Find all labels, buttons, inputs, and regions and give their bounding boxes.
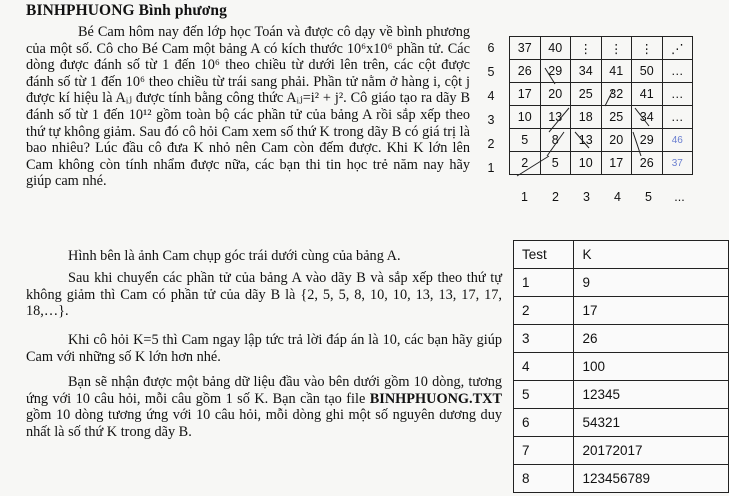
test-k-value: 9 <box>574 269 729 297</box>
grid-cell: ⋮ <box>601 37 632 60</box>
row-label: 1 <box>487 161 495 175</box>
grid-cell: 17 <box>601 152 632 175</box>
row-label: 2 <box>487 137 495 151</box>
col-label: 5 <box>645 190 652 204</box>
diagonal-arrow-line <box>545 68 555 84</box>
diagonal-arrow-line <box>633 132 641 156</box>
row-label: 6 <box>487 41 495 55</box>
grid-cell: 41 <box>632 83 663 106</box>
grid-cell: 32 <box>601 83 632 106</box>
grid-cell: 29 <box>632 129 663 152</box>
grid-cell: ⋰ <box>662 37 693 60</box>
grid-cell: 10 <box>510 106 541 129</box>
test-k-value: 20172017 <box>574 437 729 465</box>
table-row <box>514 409 729 437</box>
grid-cell: 13 <box>571 129 602 152</box>
test-number: 6 <box>514 409 574 437</box>
header-k: K <box>574 241 729 269</box>
table-row <box>514 269 729 297</box>
table-row <box>514 325 729 353</box>
grid-cell: 20 <box>540 83 571 106</box>
problem-title: BINHPHUONG Bình phương <box>26 2 227 19</box>
diagonal-arrow-line <box>547 132 564 156</box>
grid-cell: 10 <box>571 152 602 175</box>
test-k-value: 12345 <box>574 381 729 409</box>
diagonal-arrows <box>509 36 699 186</box>
grid-cell: 13 <box>540 106 571 129</box>
test-k-value: 100 <box>574 353 729 381</box>
grid-cell: 18 <box>571 106 602 129</box>
test-k-value: 54321 <box>574 409 729 437</box>
grid-cell: 5 <box>510 129 541 152</box>
table-row <box>514 465 729 493</box>
row-label: 4 <box>487 89 495 103</box>
grid-cell: 34 <box>571 60 602 83</box>
test-k-value: 26 <box>574 325 729 353</box>
test-number: 8 <box>514 465 574 493</box>
table-row <box>514 381 729 409</box>
col-label: 3 <box>583 190 590 204</box>
grid-row-labels <box>483 36 499 180</box>
grid-cell: 8 <box>540 129 571 152</box>
grid-cell: 25 <box>571 83 602 106</box>
grid-cell: 40 <box>540 37 571 60</box>
test-table-header <box>514 241 729 269</box>
col-label: 2 <box>552 190 559 204</box>
test-number: 3 <box>514 325 574 353</box>
grid-cell: 37 <box>662 152 693 175</box>
test-k-value: 123456789 <box>574 465 729 493</box>
grid-cell: 5 <box>540 152 571 175</box>
test-number: 7 <box>514 437 574 465</box>
grid-cell: 41 <box>601 60 632 83</box>
grid-cell: … <box>662 106 693 129</box>
test-input-table <box>513 240 729 493</box>
figure-caption: Hình bên là ảnh Cam chụp góc trái dưới cùng của bảng A. <box>68 248 401 264</box>
grid-col-labels <box>509 190 695 204</box>
grid-cell: 17 <box>510 83 541 106</box>
grid-cell: 26 <box>510 60 541 83</box>
table-row <box>514 437 729 465</box>
diagonal-arrow-line <box>517 156 549 176</box>
instructions-text-a: Bạn sẽ nhận được một bảng dữ liệu đầu vào bên dưới gồm 10 dòng, tương ứng với 10 câu hỏi, mỗi câu gồm 1 số K. Bạn cần tạo file <box>26 374 502 407</box>
output-filename: BINHPHUONG.TXT <box>369 390 502 407</box>
row-label: 3 <box>487 113 495 127</box>
output-instructions <box>26 374 502 440</box>
example-answer: Khi cô hỏi K=5 thì Cam ngay lập tức trả lời đáp án là 10, các bạn hãy giúp Cam với những số K lớn hơn nhé. <box>26 332 502 365</box>
grid-cell: 46 <box>662 129 693 152</box>
table-row <box>514 353 729 381</box>
grid-cell: 37 <box>510 37 541 60</box>
grid-cell: 2 <box>510 152 541 175</box>
col-label: ... <box>674 190 685 204</box>
grid-cell: 29 <box>540 60 571 83</box>
grid-cell: 20 <box>601 129 632 152</box>
test-k-value: 17 <box>574 297 729 325</box>
test-number: 2 <box>514 297 574 325</box>
row-label: 5 <box>487 65 495 79</box>
instructions-text-b: gồm 10 dòng tương ứng với 10 câu hỏi, mỗi dòng ghi một số nguyên dương duy nhất là số thứ K trong dãy B. <box>26 407 502 440</box>
col-label: 1 <box>521 190 528 204</box>
problem-statement: Bé Cam hôm nay đến lớp học Toán và được cô dạy về bình phương của một số. Cô cho Bé Cam một bảng A có kích thước 10⁶x10⁶ phần tử. Các dòng được đánh số từ 1 đến 10⁶ theo chiều từ dưới lên trên, các cột được đánh số từ 1 đến 10⁶ theo chiều từ trái sang phải. Phần tử nằm ở hàng i, cột j được kí hiệu là Aᵢⱼ được tính bằng công thức Aᵢⱼ=i² + j². Cô giáo tạo ra dãy B đánh số từ 1 đến 10¹² gồm toàn bộ các phần tử của bảng A rồi sắp xếp theo thứ tự không giảm. Sau đó cô hỏi Cam xem số thứ K trong dãy B có giá trị là bao nhiêu? Lúc đầu cô đưa K nhỏ nên Cam còn đếm được. Khi K lớn lên Cam không còn tính nhẩm được nữa, các bạn thi tin học trẻ năm nay hãy giúp cam nhé. <box>26 24 470 190</box>
grid-cell: 25 <box>601 106 632 129</box>
test-number: 4 <box>514 353 574 381</box>
grid-cell: … <box>662 83 693 106</box>
grid-figure <box>483 36 693 212</box>
diagonal-arrow-line <box>575 132 589 148</box>
header-test: Test <box>514 241 574 269</box>
grid-cell: ⋮ <box>571 37 602 60</box>
test-number: 5 <box>514 381 574 409</box>
table-row <box>514 297 729 325</box>
diagonal-arrow-line <box>605 90 613 106</box>
grid-cell: … <box>662 60 693 83</box>
diagonal-arrow-line <box>549 108 569 132</box>
sequence-description: Sau khi chuyển các phần tử của bảng A vào dãy B và sắp xếp theo thứ tự không giảm thì Cam có phần tử của dãy B là {2, 5, 5, 8, 10, 10, 13, 13, 17, 17, 18,…}. <box>26 270 502 320</box>
test-number: 1 <box>514 269 574 297</box>
grid-cell: 26 <box>632 152 663 175</box>
diagonal-arrow-line <box>635 108 649 126</box>
grid-cell: 50 <box>632 60 663 83</box>
grid-cell: ⋮ <box>632 37 663 60</box>
col-label: 4 <box>614 190 621 204</box>
grid-cell: 34 <box>632 106 663 129</box>
